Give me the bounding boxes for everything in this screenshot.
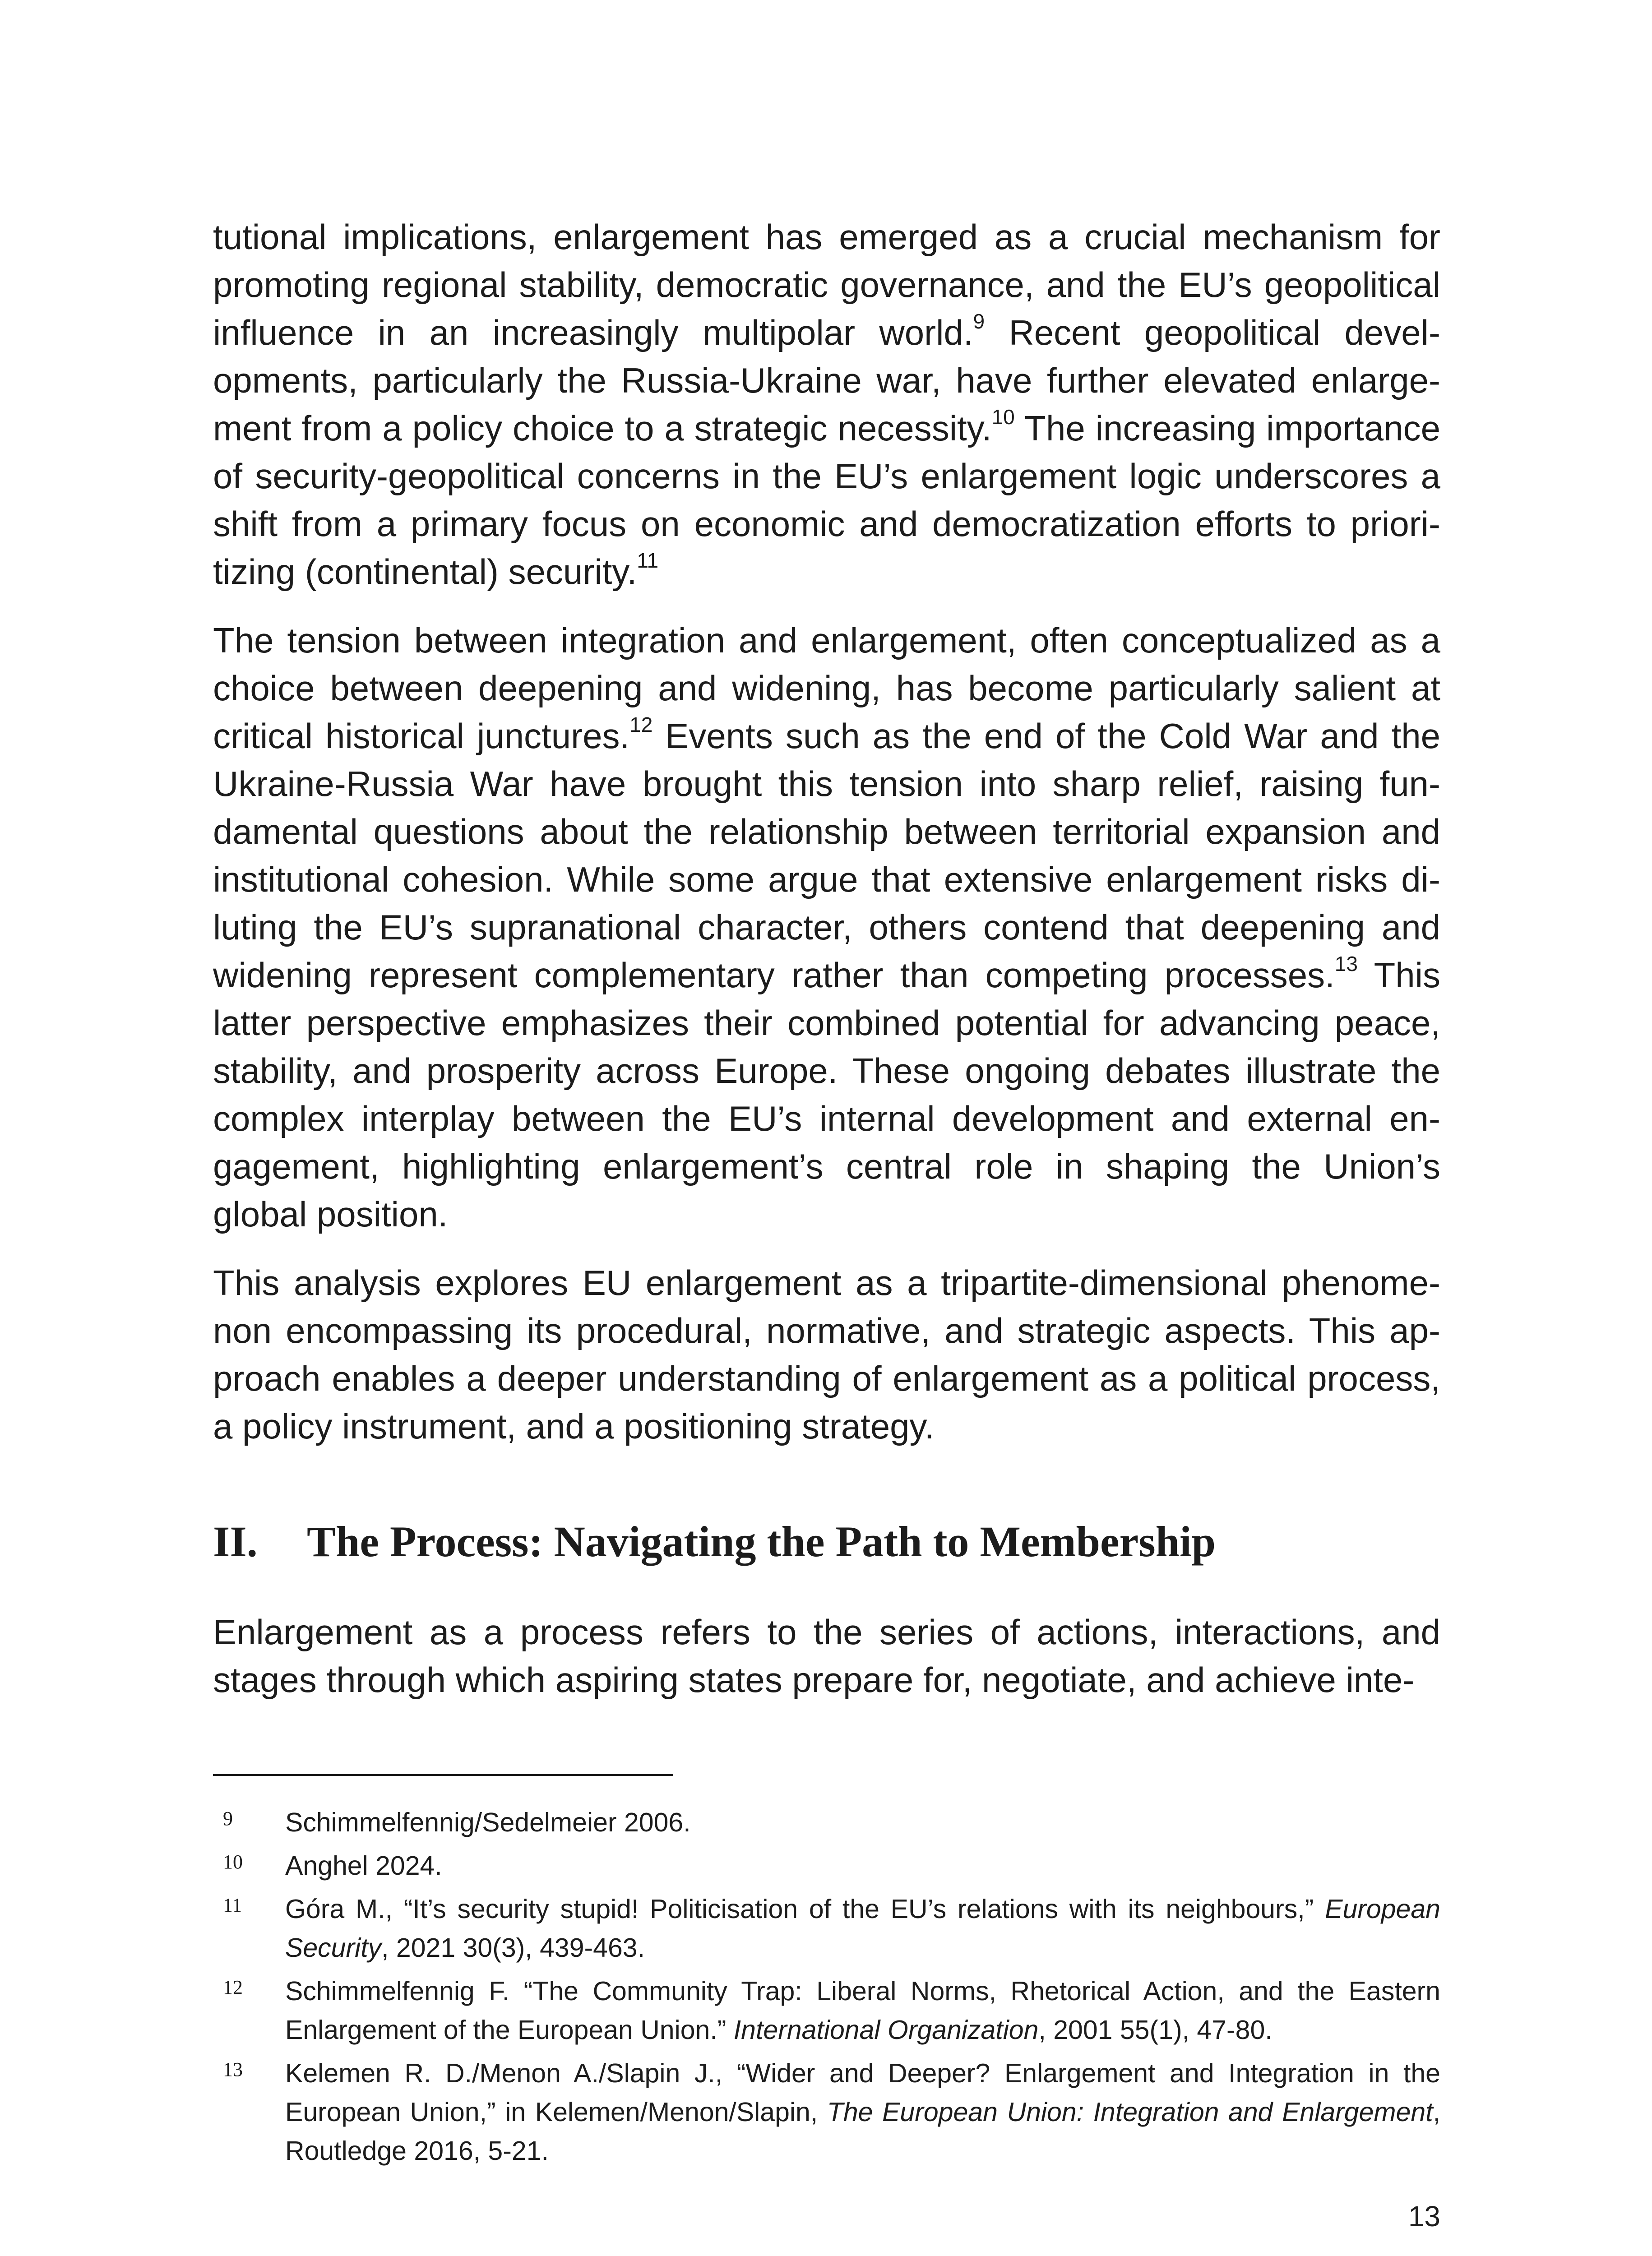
- section-number: II.: [213, 1517, 258, 1566]
- footnote-number: 11: [223, 1894, 242, 1916]
- text-run: , 2021 30(3), 439-463.: [381, 1933, 645, 1963]
- footnote-number: 9: [223, 1808, 233, 1830]
- footnote-text: [285, 2054, 1440, 2170]
- body-text-section: [213, 1608, 1440, 1724]
- text-run: Events such as the end of the Cold War and the Ukraine-Russia War have brought this tension into sharp relief, raising fundamental questions about the relationship between territorial expansion and institutional cohesion. While some argue that extensive enlargement risks diluting the EU’s supranational character, others contend that deepening and widening represent complementary rather than competing processes.: [213, 716, 1440, 995]
- text-run: Schimmelfennig/Sedelmeier 2006.: [285, 1808, 691, 1837]
- italic-title: International Organization: [733, 2015, 1039, 2045]
- footnote-text: [285, 1972, 1440, 2049]
- footnote: [213, 1972, 1440, 2049]
- footnote: [213, 2054, 1440, 2170]
- footnote-number: 12: [223, 1976, 243, 1998]
- footnote-reference[interactable]: 9: [973, 310, 985, 333]
- italic-title: European Security: [285, 1894, 1440, 1963]
- footnote-number: 10: [223, 1851, 243, 1873]
- footnotes: [213, 1803, 1440, 2175]
- body-text-top: [213, 213, 1440, 1471]
- italic-title: The European Union: Integration and Enlargement: [827, 2097, 1433, 2127]
- text-run: Kelemen R. D./Menon A./Slapin J., “Wider and Deeper? Enlargement and Integration in the European Union,” in Kelemen/Menon/Slapin,: [285, 2058, 1440, 2127]
- text-run: , 2001 55(1), 47-80.: [1038, 2015, 1273, 2045]
- text-run: Anghel 2024.: [285, 1851, 442, 1881]
- text-run: , Routledge 2016, 5-21.: [285, 2097, 1440, 2166]
- footnote-reference[interactable]: 10: [991, 405, 1015, 429]
- footnote: [213, 1846, 1440, 1885]
- footnote-reference[interactable]: 13: [1334, 952, 1358, 975]
- text-run: The tension between integration and enlargement, often conceptualized as a choice between deepening and widening, has become particularly salient at critical historical junctures.: [213, 620, 1440, 756]
- footnote-text: [285, 1846, 1440, 1885]
- text-run: Góra M., “It’s security stupid! Politicisation of the EU’s relations with its neighbours,”: [285, 1894, 1325, 1924]
- section-title: The Process: Navigating the Path to Membership: [307, 1517, 1216, 1566]
- section-heading: [213, 1512, 1440, 1571]
- footnote-reference[interactable]: 11: [637, 549, 659, 572]
- text-run: This analysis explores EU enlargement as a tripartite-dimensional phenomenon encompassing its procedural, normative, and strategic aspects. This approach enables a deeper understanding of enlargement as a political process, a policy instrument, and a positioning strategy.: [213, 1263, 1440, 1446]
- footnote-text: [285, 1890, 1440, 1967]
- paragraph: [213, 616, 1440, 1238]
- footnote-reference[interactable]: 12: [629, 713, 653, 736]
- text-run: Recent geopolitical developments, particularly the Russia-Ukraine war, have further elevated enlargement from a policy choice to a strategic necessity.: [213, 313, 1440, 448]
- footnote: [213, 1890, 1440, 1967]
- footnote-separator: [213, 1774, 673, 1776]
- paragraph: [213, 1608, 1440, 1704]
- paragraph: [213, 213, 1440, 596]
- paragraph: [213, 1259, 1440, 1450]
- page-number: 13: [1408, 2200, 1440, 2233]
- text-run: tutional implications, enlargement has emerged as a crucial mechanism for promoting regional stability, democratic governance, and the EU’s geopolitical influence in an increasingly multipolar world.: [213, 217, 1440, 352]
- footnote-number: 13: [223, 2058, 243, 2080]
- text-run: The increasing importance of security-geopolitical concerns in the EU’s enlargement logic underscores a shift from a primary focus on economic and democratization efforts to prioritizing (continental) security.: [213, 408, 1441, 592]
- text-run: Schimmelfennig F. “The Community Trap: Liberal Norms, Rhetorical Action, and the Eastern Enlargement of the European Union.”: [285, 1976, 1440, 2045]
- text-run: Enlargement as a process refers to the series of actions, interactions, and stages through which aspiring states prepare for, negotiate, and achieve inte-: [213, 1612, 1440, 1700]
- footnote: [213, 1803, 1440, 1842]
- footnote-text: [285, 1803, 1440, 1842]
- text-run: This latter perspective emphasizes their combined potential for advancing peace, stability, and prosperity across Europe. These ongoing debates illustrate the complex interplay between the EU’s internal development and external engagement, highlighting enlargement’s central role in shaping the Union’s global position.: [213, 955, 1440, 1234]
